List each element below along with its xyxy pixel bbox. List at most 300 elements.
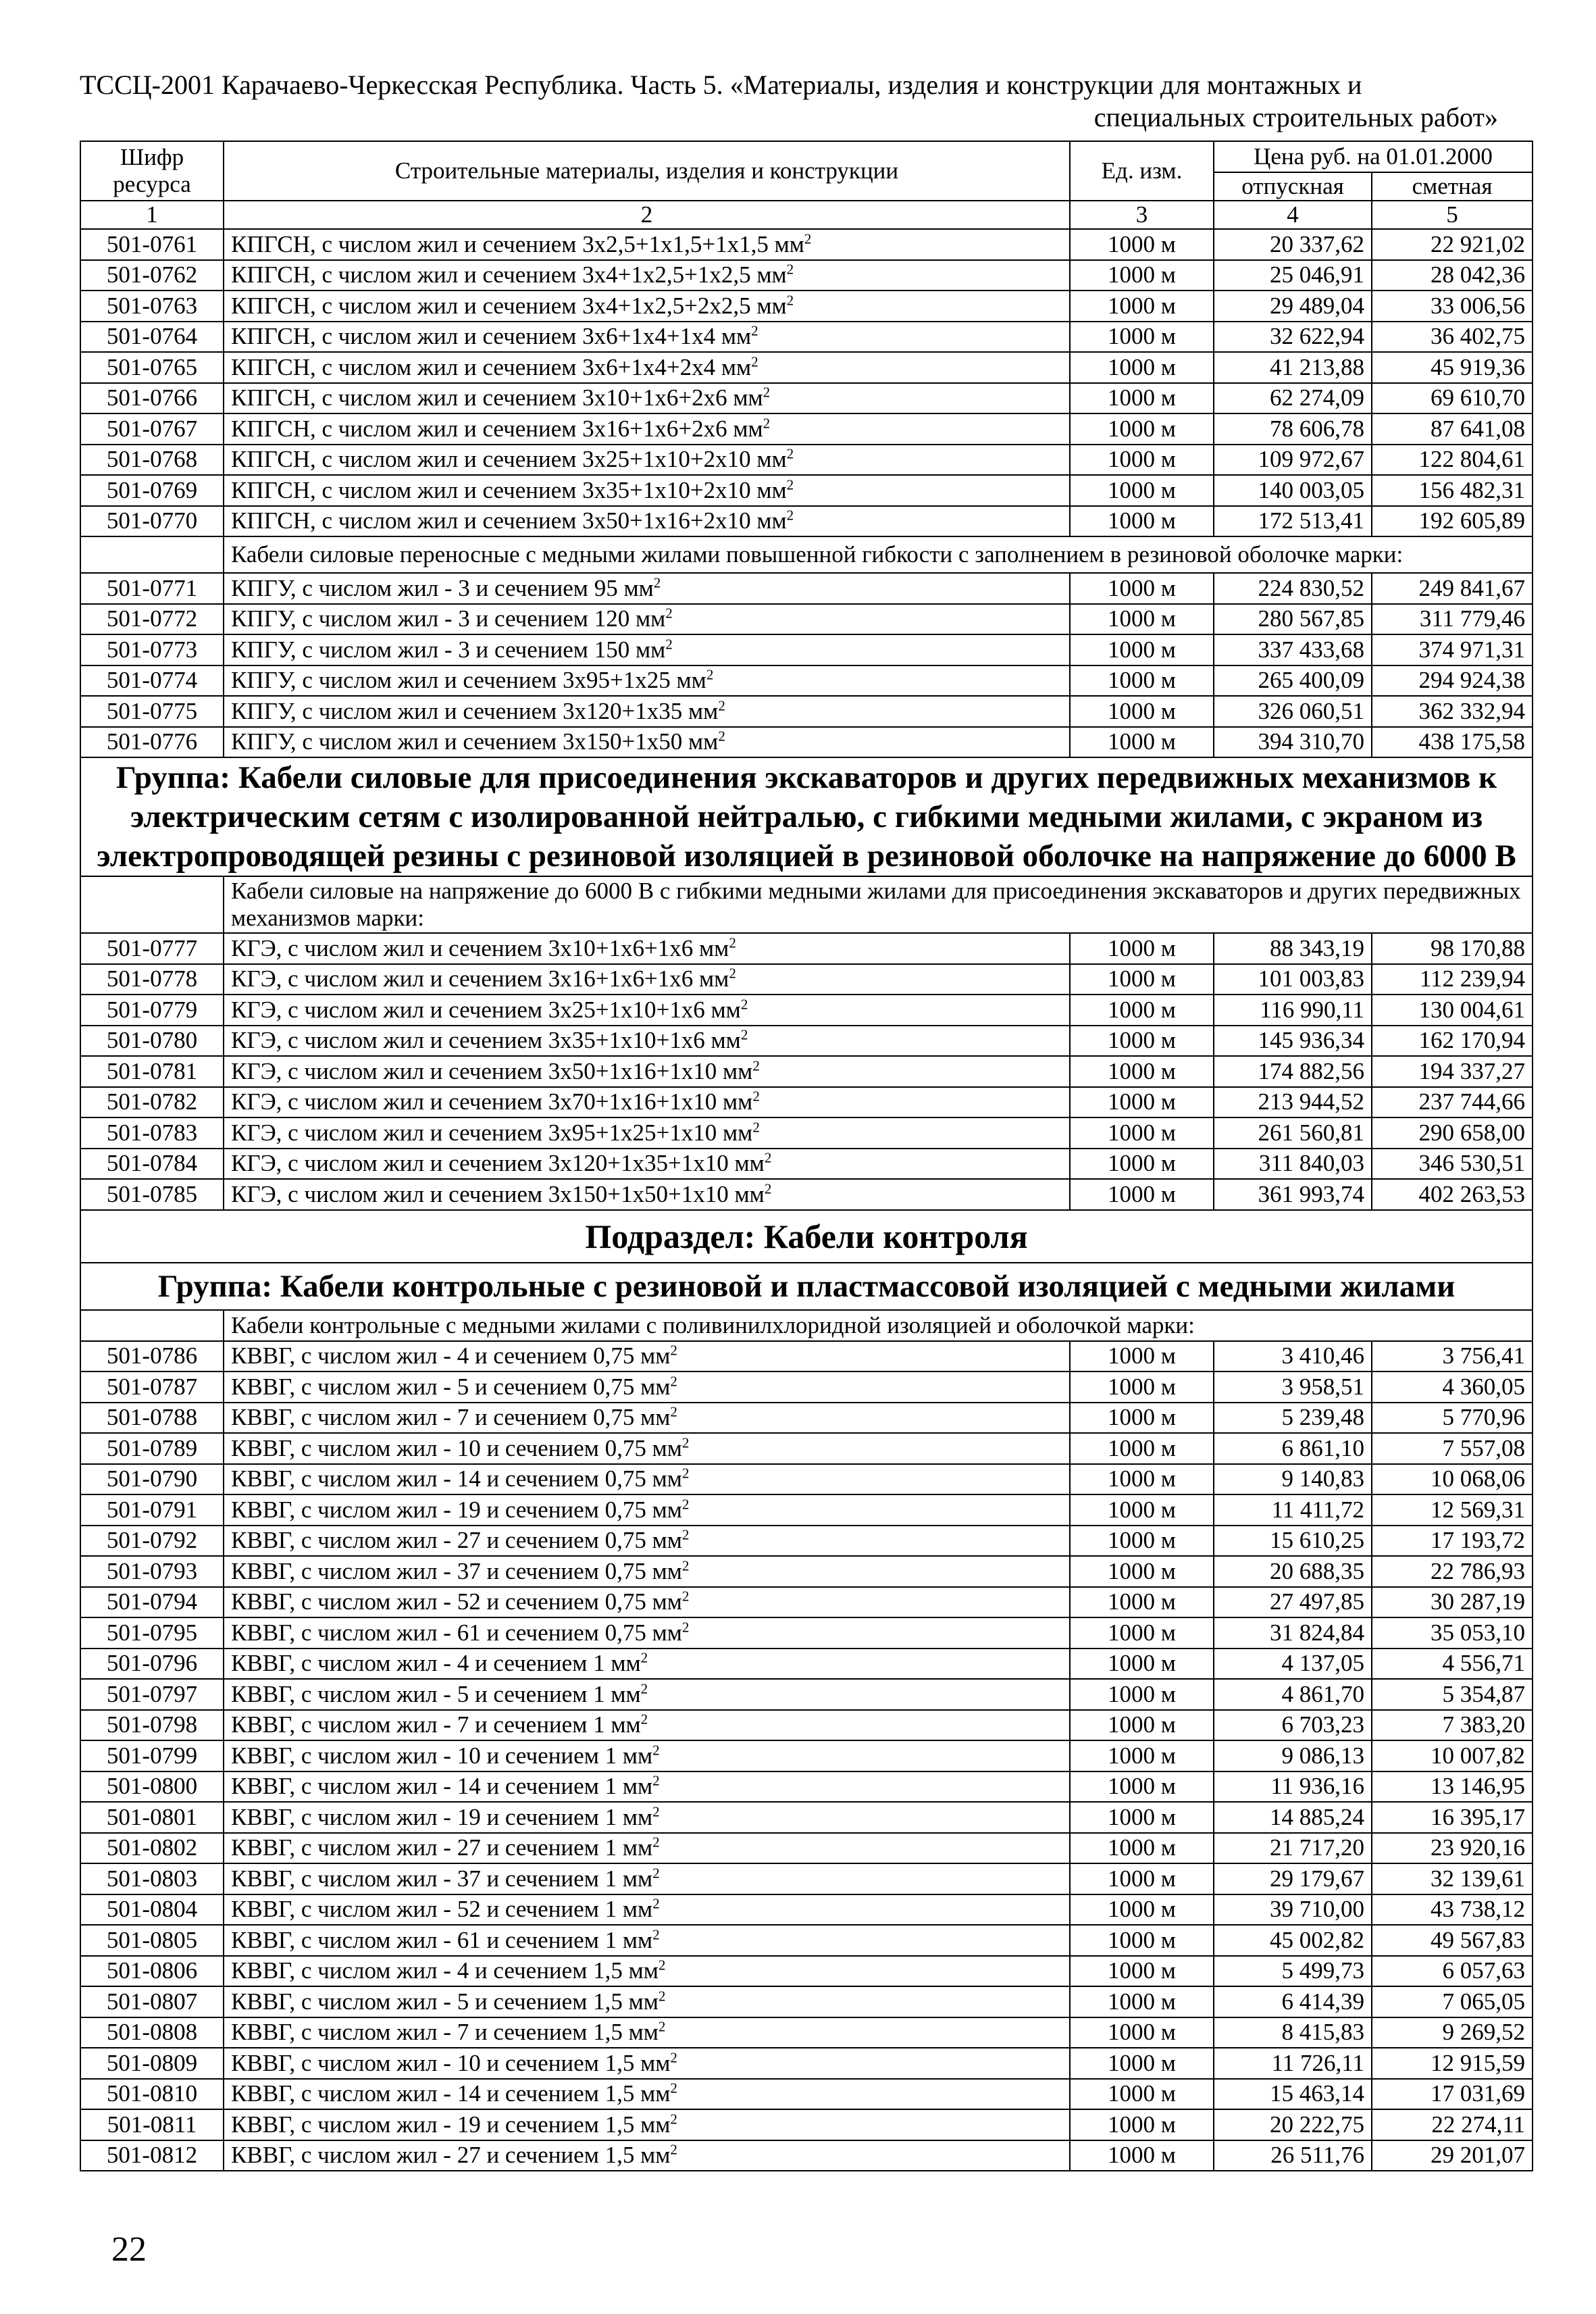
resource-code: 501-0766 <box>80 383 224 414</box>
material-name: КПГСН, с числом жил и сечением 3х16+1х6+2х6 $мм^2$ <box>224 413 1070 445</box>
unit: 1000 м <box>1070 229 1214 260</box>
release-price: 145 936,34 <box>1214 1026 1372 1057</box>
estimate-price: 32 139,61 <box>1372 1863 1533 1894</box>
table-row <box>80 1372 1533 1403</box>
release-price: 6 414,39 <box>1214 1986 1372 2017</box>
release-price: 265 400,09 <box>1214 665 1372 697</box>
unit: 1000 м <box>1070 322 1214 353</box>
release-price: 4 137,05 <box>1214 1649 1372 1680</box>
material-name: КПГСН, с числом жил и сечением 3х50+1х16+2х10 $мм^2$ <box>224 506 1070 537</box>
material-name: КВВГ, с числом жил - 4 и сечением 0,75 $мм^2$ <box>224 1341 1070 1372</box>
superscript-2: 2 <box>652 1926 660 1943</box>
resource-code: 501-0800 <box>80 1771 224 1803</box>
unit: 1000 м <box>1070 727 1214 758</box>
table-row <box>80 1956 1533 1987</box>
release-price: 280 567,85 <box>1214 604 1372 635</box>
header-line-2: специальных строительных работ» <box>1093 102 1498 132</box>
estimate-price: 36 402,75 <box>1372 322 1533 353</box>
superscript-2: 2 <box>670 2111 677 2128</box>
unit: 1000 м <box>1070 573 1214 604</box>
table-row <box>80 1986 1533 2017</box>
release-price: 9 086,13 <box>1214 1740 1372 1771</box>
release-price: 45 002,82 <box>1214 1925 1372 1956</box>
col-header-name: Строительные материалы, изделия и конструкции <box>224 141 1070 201</box>
superscript-2: 2 <box>652 1803 660 1820</box>
superscript-2: 2 <box>670 1342 677 1359</box>
unit: 1000 м <box>1070 1617 1214 1649</box>
material-name: КВВГ, с числом жил - 37 и сечением 1 $мм^2$ <box>224 1863 1070 1894</box>
unit: 1000 м <box>1070 1556 1214 1587</box>
superscript-2: 2 <box>764 1180 772 1197</box>
estimate-price: 290 658,00 <box>1372 1117 1533 1149</box>
unit: 1000 м <box>1070 1587 1214 1618</box>
table-row <box>80 413 1533 445</box>
unit: 1000 м <box>1070 1833 1214 1864</box>
resource-code: 501-0796 <box>80 1649 224 1680</box>
table-row <box>80 506 1533 537</box>
material-name: КПГУ, с числом жил - 3 и сечением 95 $мм^2$ <box>224 573 1070 604</box>
unit: 1000 м <box>1070 1802 1214 1833</box>
table-row <box>80 727 1533 758</box>
resource-code: 501-0782 <box>80 1087 224 1118</box>
table-row <box>80 260 1533 291</box>
resource-code: 501-0803 <box>80 1863 224 1894</box>
release-price: 15 463,14 <box>1214 2079 1372 2110</box>
material-name: КГЭ, с числом жил и сечением 3х150+1х50+1х10 $мм^2$ <box>224 1179 1070 1210</box>
resource-code: 501-0797 <box>80 1679 224 1710</box>
estimate-price: 6 057,63 <box>1372 1956 1533 1987</box>
superscript-2: 2 <box>652 1895 660 1912</box>
table-row <box>80 2017 1533 2048</box>
col-header-unit: Ед. изм. <box>1070 141 1214 201</box>
unit: 1000 м <box>1070 1863 1214 1894</box>
table-row <box>80 1433 1533 1464</box>
table-row <box>80 1526 1533 1557</box>
estimate-price: 45 919,36 <box>1372 352 1533 383</box>
estimate-price: 7 065,05 <box>1372 1986 1533 2017</box>
table-row <box>80 229 1533 260</box>
unit: 1000 м <box>1070 1925 1214 1956</box>
release-price: 15 610,25 <box>1214 1526 1372 1557</box>
table-row <box>80 1833 1533 1864</box>
estimate-price: 33 006,56 <box>1372 291 1533 322</box>
release-price: 9 140,83 <box>1214 1464 1372 1495</box>
table-row <box>80 1771 1533 1803</box>
material-name: КВВГ, с числом жил - 10 и сечением 1 $мм^2$ <box>224 1740 1070 1771</box>
material-name: КВВГ, с числом жил - 52 и сечением 0,75 $мм^2$ <box>224 1587 1070 1618</box>
price-table <box>80 141 1533 2171</box>
table-row <box>80 322 1533 353</box>
estimate-price: 237 744,66 <box>1372 1087 1533 1118</box>
estimate-price: 130 004,61 <box>1372 995 1533 1026</box>
unit: 1000 м <box>1070 2048 1214 2079</box>
unit: 1000 м <box>1070 995 1214 1026</box>
material-name: КВВГ, с числом жил - 19 и сечением 1,5 $мм^2$ <box>224 2109 1070 2140</box>
resource-code: 501-0776 <box>80 727 224 758</box>
resource-code: 501-0762 <box>80 260 224 291</box>
col-header-estimate: сметная <box>1372 172 1533 201</box>
unit: 1000 м <box>1070 1403 1214 1434</box>
table-row <box>80 1863 1533 1894</box>
superscript-2: 2 <box>764 1149 772 1166</box>
material-name: КГЭ, с числом жил и сечением 3х50+1х16+1х10 $мм^2$ <box>224 1056 1070 1087</box>
resource-code: 501-0777 <box>80 933 224 964</box>
release-price: 25 046,91 <box>1214 260 1372 291</box>
estimate-price: 29 201,07 <box>1372 2140 1533 2171</box>
material-name: КВВГ, с числом жил - 10 и сечением 1,5 $мм^2$ <box>224 2048 1070 2079</box>
material-name: КВВГ, с числом жил - 19 и сечением 1 $мм^2$ <box>224 1802 1070 1833</box>
col-header-code: Шифр ресурса <box>80 141 224 201</box>
estimate-price: 87 641,08 <box>1372 413 1533 445</box>
superscript-2: 2 <box>658 2018 666 2035</box>
unit: 1000 м <box>1070 260 1214 291</box>
release-price: 39 710,00 <box>1214 1894 1372 1926</box>
table-row <box>80 665 1533 697</box>
superscript-2: 2 <box>670 2141 677 2158</box>
table-row <box>80 2079 1533 2110</box>
table-row <box>80 1802 1533 1833</box>
estimate-price: 9 269,52 <box>1372 2017 1533 2048</box>
unit: 1000 м <box>1070 1710 1214 1741</box>
superscript-2: 2 <box>786 445 794 462</box>
estimate-price: 438 175,58 <box>1372 727 1533 758</box>
superscript-2: 2 <box>652 1742 660 1759</box>
material-name: КГЭ, с числом жил и сечением 3х16+1х6+1х6 $мм^2$ <box>224 964 1070 995</box>
estimate-price: 362 332,94 <box>1372 696 1533 727</box>
table-row <box>80 964 1533 995</box>
material-name: КВВГ, с числом жил - 37 и сечением 0,75 $мм^2$ <box>224 1556 1070 1587</box>
table-row <box>80 475 1533 506</box>
material-name: КПГСН, с числом жил и сечением 3х25+1х10+2х10 $мм^2$ <box>224 445 1070 476</box>
unit: 1000 м <box>1070 2079 1214 2110</box>
table-row <box>80 1679 1533 1710</box>
note-code-cell <box>80 1310 224 1341</box>
resource-code: 501-0784 <box>80 1149 224 1180</box>
release-price: 20 337,62 <box>1214 229 1372 260</box>
estimate-price: 249 841,67 <box>1372 573 1533 604</box>
release-price: 109 972,67 <box>1214 445 1372 476</box>
material-name: КВВГ, с числом жил - 7 и сечением 0,75 $мм^2$ <box>224 1403 1070 1434</box>
table-row <box>80 1556 1533 1587</box>
resource-code: 501-0807 <box>80 1986 224 2017</box>
estimate-price: 4 360,05 <box>1372 1372 1533 1403</box>
resource-code: 501-0795 <box>80 1617 224 1649</box>
material-name: КГЭ, с числом жил и сечением 3х70+1х16+1х10 $мм^2$ <box>224 1087 1070 1118</box>
kpgu-note: Кабели силовые переносные с медными жилами повышенной гибкости с заполнением в резиновой оболочке марки: <box>224 536 1533 573</box>
resource-code: 501-0778 <box>80 964 224 995</box>
release-price: 88 343,19 <box>1214 933 1372 964</box>
unit: 1000 м <box>1070 1956 1214 1987</box>
superscript-2: 2 <box>681 1588 690 1605</box>
superscript-2: 2 <box>670 2049 677 2066</box>
estimate-price: 311 779,46 <box>1372 604 1533 635</box>
resource-code: 501-0804 <box>80 1894 224 1926</box>
superscript-2: 2 <box>681 1557 690 1574</box>
unit: 1000 м <box>1070 1986 1214 2017</box>
table-row <box>80 1710 1533 1741</box>
superscript-2: 2 <box>670 1403 677 1420</box>
material-name: КВВГ, с числом жил - 27 и сечением 0,75 $мм^2$ <box>224 1526 1070 1557</box>
estimate-price: 98 170,88 <box>1372 933 1533 964</box>
col-header-release: отпускная <box>1214 172 1372 201</box>
unit: 1000 м <box>1070 383 1214 414</box>
col-header-price: Цена руб. на 01.01.2000 <box>1214 141 1533 172</box>
estimate-price: 3 756,41 <box>1372 1341 1533 1372</box>
superscript-2: 2 <box>786 292 794 309</box>
column-numbers-row <box>80 201 1533 229</box>
estimate-price: 22 274,11 <box>1372 2109 1533 2140</box>
table-row <box>80 1026 1533 1057</box>
release-price: 172 513,41 <box>1214 506 1372 537</box>
table-row <box>80 1894 1533 1926</box>
superscript-2: 2 <box>804 230 812 247</box>
resource-code: 501-0794 <box>80 1587 224 1618</box>
resource-code: 501-0787 <box>80 1372 224 1403</box>
table-row <box>80 1179 1533 1210</box>
release-price: 11 726,11 <box>1214 2048 1372 2079</box>
kge-note: Кабели силовые на напряжение до 6000 В с гибкими медными жилами для присоединения экскаваторов и других передвижных механизмов марки: <box>224 876 1533 933</box>
material-name: КВВГ, с числом жил - 61 и сечением 1 $мм^2$ <box>224 1925 1070 1956</box>
material-name: КВВГ, с числом жил - 5 и сечением 1,5 $мм^2$ <box>224 1986 1070 2017</box>
resource-code: 501-0772 <box>80 604 224 635</box>
superscript-2: 2 <box>763 415 771 432</box>
material-name: КПГСН, с числом жил и сечением 3х4+1х2,5+1х2,5 $мм^2$ <box>224 260 1070 291</box>
release-price: 326 060,51 <box>1214 696 1372 727</box>
unit: 1000 м <box>1070 696 1214 727</box>
table-row <box>80 1341 1533 1372</box>
superscript-2: 2 <box>640 1649 648 1666</box>
unit: 1000 м <box>1070 2017 1214 2048</box>
release-price: 224 830,52 <box>1214 573 1372 604</box>
note-code-cell <box>80 536 224 573</box>
release-price: 5 239,48 <box>1214 1403 1372 1434</box>
subsection-title: Подраздел: Кабели контроля <box>80 1210 1533 1263</box>
table-row <box>80 1617 1533 1649</box>
unit: 1000 м <box>1070 604 1214 635</box>
unit: 1000 м <box>1070 1087 1214 1118</box>
material-name: КВВГ, с числом жил - 14 и сечением 1 $мм^2$ <box>224 1771 1070 1803</box>
table-row <box>80 1925 1533 1956</box>
unit: 1000 м <box>1070 2140 1214 2171</box>
resource-code: 501-0773 <box>80 634 224 665</box>
resource-code: 501-0789 <box>80 1433 224 1464</box>
release-price: 31 824,84 <box>1214 1617 1372 1649</box>
release-price: 361 993,74 <box>1214 1179 1372 1210</box>
estimate-price: 192 605,89 <box>1372 506 1533 537</box>
estimate-price: 7 557,08 <box>1372 1433 1533 1464</box>
col-number: 1 <box>80 201 224 229</box>
material-name: КВВГ, с числом жил - 27 и сечением 1 $мм^2$ <box>224 1833 1070 1864</box>
unit: 1000 м <box>1070 964 1214 995</box>
resource-code: 501-0765 <box>80 352 224 383</box>
table-row <box>80 291 1533 322</box>
resource-code: 501-0769 <box>80 475 224 506</box>
material-name: КПГУ, с числом жил - 3 и сечением 150 $мм^2$ <box>224 634 1070 665</box>
estimate-price: 28 042,36 <box>1372 260 1533 291</box>
superscript-2: 2 <box>681 1526 690 1543</box>
estimate-price: 69 610,70 <box>1372 383 1533 414</box>
estimate-price: 346 530,51 <box>1372 1149 1533 1180</box>
material-name: КГЭ, с числом жил и сечением 3х120+1х35+1х10 $мм^2$ <box>224 1149 1070 1180</box>
release-price: 394 310,70 <box>1214 727 1372 758</box>
table-row <box>80 696 1533 727</box>
material-name: КВВГ, с числом жил - 7 и сечением 1,5 $мм^2$ <box>224 2017 1070 2048</box>
material-name: КГЭ, с числом жил и сечением 3х10+1х6+1х6 $мм^2$ <box>224 933 1070 964</box>
page-number: 22 <box>111 2230 147 2269</box>
estimate-price: 5 770,96 <box>1372 1403 1533 1434</box>
superscript-2: 2 <box>752 1119 760 1136</box>
superscript-2: 2 <box>740 996 748 1013</box>
unit: 1000 м <box>1070 291 1214 322</box>
material-name: КГЭ, с числом жил и сечением 3х95+1х25+1х10 $мм^2$ <box>224 1117 1070 1149</box>
superscript-2: 2 <box>740 1026 748 1043</box>
resource-code: 501-0790 <box>80 1464 224 1495</box>
resource-code: 501-0786 <box>80 1341 224 1372</box>
release-price: 20 222,75 <box>1214 2109 1372 2140</box>
material-name: КВВГ, с числом жил - 4 и сечением 1,5 $мм^2$ <box>224 1956 1070 1987</box>
resource-code: 501-0792 <box>80 1526 224 1557</box>
estimate-price: 10 007,82 <box>1372 1740 1533 1771</box>
estimate-price: 112 239,94 <box>1372 964 1533 995</box>
superscript-2: 2 <box>751 353 758 370</box>
subsection-block <box>80 1210 1533 1341</box>
release-price: 213 944,52 <box>1214 1087 1372 1118</box>
superscript-2: 2 <box>729 934 736 951</box>
estimate-price: 35 053,10 <box>1372 1617 1533 1649</box>
resource-code: 501-0812 <box>80 2140 224 2171</box>
resource-code: 501-0775 <box>80 696 224 727</box>
resource-code: 501-0774 <box>80 665 224 697</box>
release-price: 6 861,10 <box>1214 1433 1372 1464</box>
resource-code: 501-0771 <box>80 573 224 604</box>
estimate-price: 49 567,83 <box>1372 1925 1533 1956</box>
table-row <box>80 1740 1533 1771</box>
unit: 1000 м <box>1070 1149 1214 1180</box>
resource-code: 501-0767 <box>80 413 224 445</box>
superscript-2: 2 <box>681 1465 690 1482</box>
estimate-price: 194 337,27 <box>1372 1056 1533 1087</box>
unit: 1000 м <box>1070 1649 1214 1680</box>
superscript-2: 2 <box>670 2080 677 2096</box>
table-row <box>80 1649 1533 1680</box>
material-name: КПГСН, с числом жил и сечением 3х10+1х6+2х6 $мм^2$ <box>224 383 1070 414</box>
unit: 1000 м <box>1070 1740 1214 1771</box>
resource-code: 501-0798 <box>80 1710 224 1741</box>
release-price: 101 003,83 <box>1214 964 1372 995</box>
unit: 1000 м <box>1070 2109 1214 2140</box>
header-line-1: ТССЦ-2001 Карачаево-Черкесская Республика. Часть 5. «Материалы, изделия и конструкции для монтажных и <box>80 70 1362 100</box>
resource-code: 501-0809 <box>80 2048 224 2079</box>
table-row <box>80 383 1533 414</box>
release-price: 29 179,67 <box>1214 1863 1372 1894</box>
table-row <box>80 352 1533 383</box>
unit: 1000 м <box>1070 1056 1214 1087</box>
estimate-price: 17 193,72 <box>1372 1526 1533 1557</box>
resource-code: 501-0801 <box>80 1802 224 1833</box>
material-name: КПГУ, с числом жил и сечением 3х95+1х25 $мм^2$ <box>224 665 1070 697</box>
estimate-price: 12 915,59 <box>1372 2048 1533 2079</box>
table-row <box>80 1056 1533 1087</box>
table-row <box>80 1087 1533 1118</box>
table-row <box>80 2109 1533 2140</box>
resource-code: 501-0808 <box>80 2017 224 2048</box>
release-price: 11 411,72 <box>1214 1494 1372 1526</box>
resource-code: 501-0770 <box>80 506 224 537</box>
material-name: КВВГ, с числом жил - 19 и сечением 0,75 $мм^2$ <box>224 1494 1070 1526</box>
resource-code: 501-0810 <box>80 2079 224 2110</box>
superscript-2: 2 <box>640 1680 648 1697</box>
superscript-2: 2 <box>652 1865 660 1882</box>
unit: 1000 м <box>1070 1179 1214 1210</box>
release-price: 4 861,70 <box>1214 1679 1372 1710</box>
table-row <box>80 445 1533 476</box>
unit: 1000 м <box>1070 933 1214 964</box>
resource-code: 501-0768 <box>80 445 224 476</box>
material-name: КПГУ, с числом жил - 3 и сечением 120 $мм^2$ <box>224 604 1070 635</box>
unit: 1000 м <box>1070 1341 1214 1372</box>
superscript-2: 2 <box>653 574 661 591</box>
material-name: КВВГ, с числом жил - 5 и сечением 0,75 $мм^2$ <box>224 1372 1070 1403</box>
unit: 1000 м <box>1070 1117 1214 1149</box>
resource-code: 501-0779 <box>80 995 224 1026</box>
unit: 1000 м <box>1070 475 1214 506</box>
table-row <box>80 1149 1533 1180</box>
kvvg-note: Кабели контрольные с медными жилами с поливинилхлоридной изоляцией и оболочкой марки: <box>224 1310 1533 1341</box>
unit: 1000 м <box>1070 352 1214 383</box>
estimate-price: 5 354,87 <box>1372 1679 1533 1710</box>
estimate-price: 10 068,06 <box>1372 1464 1533 1495</box>
material-name: КПГСН, с числом жил и сечением 3х4+1х2,5+2х2,5 $мм^2$ <box>224 291 1070 322</box>
estimate-price: 16 395,17 <box>1372 1802 1533 1833</box>
superscript-2: 2 <box>718 697 725 714</box>
superscript-2: 2 <box>786 476 794 493</box>
estimate-price: 30 287,19 <box>1372 1587 1533 1618</box>
unit: 1000 м <box>1070 634 1214 665</box>
superscript-2: 2 <box>706 666 714 683</box>
release-price: 11 936,16 <box>1214 1771 1372 1803</box>
table-row <box>80 2048 1533 2079</box>
release-price: 3 958,51 <box>1214 1372 1372 1403</box>
estimate-price: 4 556,71 <box>1372 1649 1533 1680</box>
resource-code: 501-0761 <box>80 229 224 260</box>
material-name: КВВГ, с числом жил - 7 и сечением 1 $мм^2$ <box>224 1710 1070 1741</box>
material-name: КПГСН, с числом жил и сечением 3х6+1х4+2х4 $мм^2$ <box>224 352 1070 383</box>
table-row <box>80 1403 1533 1434</box>
resource-code: 501-0811 <box>80 2109 224 2140</box>
release-price: 26 511,76 <box>1214 2140 1372 2171</box>
resource-code: 501-0764 <box>80 322 224 353</box>
unit: 1000 м <box>1070 1526 1214 1557</box>
release-price: 140 003,05 <box>1214 475 1372 506</box>
superscript-2: 2 <box>652 1834 660 1851</box>
superscript-2: 2 <box>718 728 725 745</box>
group1-title: Группа: Кабели силовые для присоединения экскаваторов и других передвижных механизмов к электрическим сетям с изолированной нейтралью, с гибкими медными жилами, с экраном из электропроводящей резины с резиновой изоляцией в резиновой оболочке на напряжение до 6000 В <box>80 757 1533 876</box>
release-price: 78 606,78 <box>1214 413 1372 445</box>
resource-code: 501-0785 <box>80 1179 224 1210</box>
col-number: 3 <box>1070 201 1214 229</box>
unit: 1000 м <box>1070 1494 1214 1526</box>
table-row <box>80 634 1533 665</box>
table-row <box>80 1464 1533 1495</box>
resource-code: 501-0793 <box>80 1556 224 1587</box>
material-name: КВВГ, с числом жил - 5 и сечением 1 $мм^2$ <box>224 1679 1070 1710</box>
estimate-price: 156 482,31 <box>1372 475 1533 506</box>
table-row <box>80 1494 1533 1526</box>
release-price: 8 415,83 <box>1214 2017 1372 2048</box>
col-number: 2 <box>224 201 1070 229</box>
estimate-price: 162 170,94 <box>1372 1026 1533 1057</box>
estimate-price: 22 921,02 <box>1372 229 1533 260</box>
